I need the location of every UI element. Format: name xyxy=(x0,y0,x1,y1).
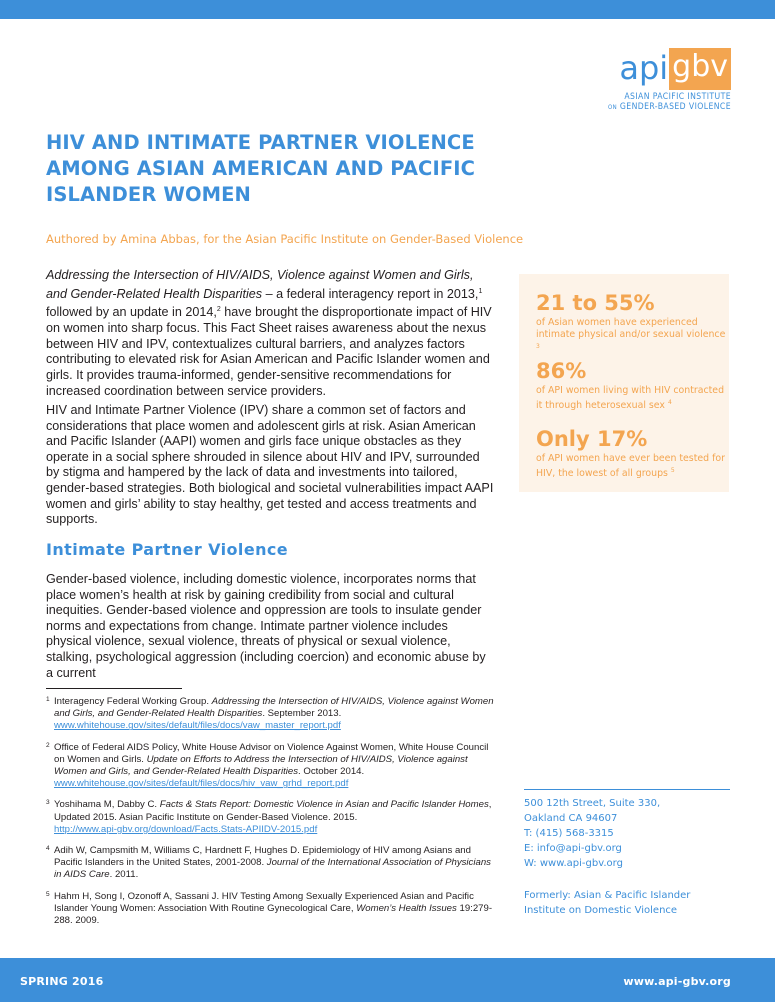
stat-item xyxy=(536,291,726,356)
footnote-divider xyxy=(46,688,182,689)
stat-item xyxy=(536,427,726,480)
website-link[interactable]: W: www.api-gbv.org xyxy=(524,858,623,869)
intro-paragraph: Addressing the Intersection of HIV/AIDS, Violence against Women and Girls, and Gender-Related Health Disparities – a federal interagency report in 2013,$^1$ followed by an update in 2014,$^2$ have brought the disproportionate impact of HIV on women into sharp focus. This Fact Sheet raises awareness about the nexus between HIV and IPV, contextualizes cultural barriers, and analyzes factors contributing to elevated risk for Asian American and Pacific Islander women and girls. It provides trauma-informed, gender-sensitive recommendations for increased coordination between service providers. xyxy=(46,268,492,398)
footnote-item: 2 Office of Federal AIDS Policy, White House Advisor on Violence Against Women, White House Council on Women and Girls. Update on Efforts to Address the Intersection of HIV/AIDS, Violence against Women and Girls, and Gender-Related Health Disparities. October 2014. www.whitehouse.gov/sites/default/files/docs/hiv_vaw_grhd_report.pdf xyxy=(46,742,496,791)
footer-season: SPRING 2016 xyxy=(20,975,104,988)
phone: T: (415) 568-3315 xyxy=(524,828,614,839)
formerly-line1: Formerly: Asian & Pacific Islander xyxy=(524,890,691,901)
logo-on: ON xyxy=(607,104,618,111)
footnote-link[interactable]: http://www.api-gbv.org/download/Facts.Stats-APIIDV-2015.pdf xyxy=(54,823,318,835)
footnote-link[interactable]: www.whitehouse.gov/sites/default/files/docs/hiv_vaw_grhd_report.pdf xyxy=(54,778,349,790)
stat-value: Only 17% xyxy=(536,427,648,451)
address-line2: Oakland CA 94607 xyxy=(524,813,618,824)
logo-subtitle-line1: ASIAN PACIFIC INSTITUTE xyxy=(624,92,731,102)
contact-block xyxy=(524,796,730,918)
fn-ref-2: 2 xyxy=(216,306,221,314)
formerly-line2: Institute on Domestic Violence xyxy=(524,905,678,916)
footnote-item: 5 Hahm H, Song I, Ozonoff A, Sassani J. HIV Testing Among Sexually Experienced Asian and Pacific Islander Young Women: Association With Routine Gynecological Care, Women’s Health Issues 19:279-288. 2009. xyxy=(46,890,493,927)
logo-gbv-box: gbv xyxy=(669,48,731,90)
hiv-ipv-paragraph: HIV and Intimate Partner Violence (IPV) share a common set of factors and considerations that place women and adolescent girls at risk. Asian American and Pacific Islander (AAPI) women and girls face unique obstacles as they operate in a social sphere shrouded in silence about HIV and IPV, surrounded by stigma and hampered by the lack of data and investments into tailored, gender-based strategies. Both biological and societal vulnerabilities impact AAPI women and girls’ ability to stay healthy, get tested and access treatments and supports. xyxy=(46,403,494,527)
fn-ref-1: 1 xyxy=(478,287,483,295)
stat-value: 86% xyxy=(536,359,587,383)
email-link[interactable]: E: info@api-gbv.org xyxy=(524,843,622,854)
contact-divider xyxy=(524,789,730,790)
footnote-item: 4 Adih W, Campsmith M, Williams C, Hardnett F, Hughes D. Epidemiology of HIV among Asians and Pacific Islanders in the United States, 2001-2008. Journal of the International Association of Physicians in AIDS Care. 2011. xyxy=(46,845,491,881)
intro-report-title: Addressing the Intersection of HIV/AIDS, Violence against Women and Girls, and Gender-Related Health Disparities xyxy=(46,268,474,301)
byline: Authored by Amina Abbas, for the Asian Pacific Institute on Gender-Based Violence xyxy=(46,232,524,246)
logo-line2-text: GENDER-BASED VIOLENCE xyxy=(619,102,731,112)
stats-callout-box xyxy=(519,274,729,492)
footnotes xyxy=(46,696,496,936)
apigbv-logo xyxy=(607,44,731,112)
logo-api-text: api xyxy=(619,49,669,87)
top-color-bar xyxy=(0,0,775,19)
stat-description: of API women have ever been tested for HIV, the lowest of all groups $^5$ xyxy=(536,453,725,480)
stat-item xyxy=(536,359,726,412)
logo-subtitle-line2 xyxy=(607,102,731,112)
document-title: HIV AND INTIMATE PARTNER VIOLENCE AMONG ASIAN AMERICAN AND PACIFIC ISLANDER WOMEN xyxy=(46,131,476,206)
ipv-paragraph: Gender-based violence, including domestic violence, incorporates norms that place women’s health at risk by gaining credibility from social and cultural inequities. Gender-based violence and oppression are tools to insulate gender norms and expectations from change. Intimate partner violence includes physical violence, sexual violence, threats of physical or sexual violence, stalking, psychological aggression (including coercion) and economic abuse by a current xyxy=(46,572,486,680)
stat-description: of API women living with HIV contracted it through heterosexual sex $^4$ xyxy=(536,385,725,412)
address-line1: 500 12th Street, Suite 330, xyxy=(524,798,661,809)
footnote-link[interactable]: www.whitehouse.gov/sites/default/files/docs/vaw_master_report.pdf xyxy=(54,720,341,732)
footer-bar xyxy=(0,958,775,1002)
footnote-item: 3 Yoshihama M, Dabby C. Facts & Stats Report: Domestic Violence in Asian and Pacific Islander Homes, Updated 2015. Asian Pacific Institute on Gender-Based Violence. 2015. http://www.api-gbv.org/download/Facts.Stats-APIIDV-2015.pdf xyxy=(46,799,496,836)
stat-value: 21 to 55% xyxy=(536,291,655,315)
footer-url[interactable]: www.api-gbv.org xyxy=(623,975,731,988)
footnote-item: 1 Interagency Federal Working Group. Addressing the Intersection of HIV/AIDS, Violence against Women and Girls, and Gender-Related Health Disparities. September 2013. www.whitehouse.gov/sites/default/files/docs/vaw_master_report.pdf xyxy=(46,696,496,733)
stat-description: of Asian women have experienced intimate physical and/or sexual violence $^3$ xyxy=(536,317,726,350)
section-heading-ipv: Intimate Partner Violence xyxy=(46,540,288,559)
